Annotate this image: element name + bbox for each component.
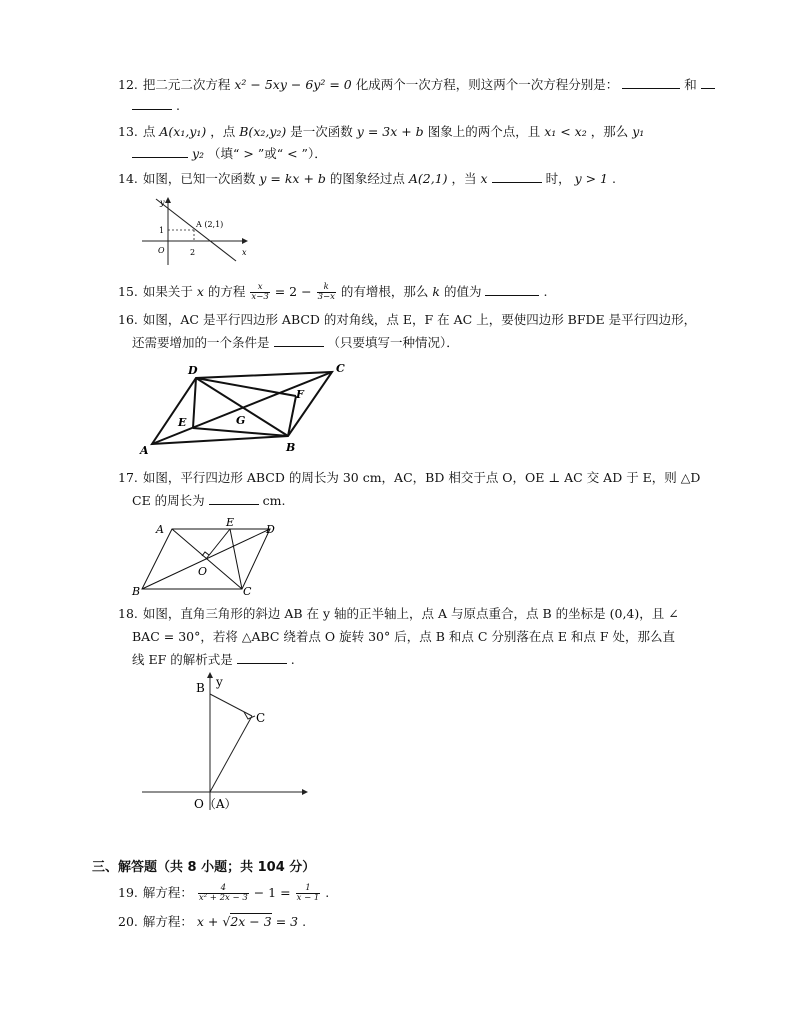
q19-end: . [325, 885, 330, 900]
question-17-cont [132, 491, 285, 511]
q15-x: x [196, 284, 204, 299]
q15-p2: 的方程 [207, 284, 246, 299]
q15-p1: 如果关于 [142, 284, 193, 299]
question-16 [118, 310, 696, 330]
q16-figure [138, 358, 352, 456]
q13-p1: 点 [142, 124, 156, 139]
q20-eq-a: x + [196, 914, 219, 929]
q13-y1: y₁ [632, 124, 645, 139]
q15-end: . [543, 284, 548, 299]
q12-and: 和 [684, 77, 697, 92]
tick-label-1: 1 [159, 226, 165, 235]
q15-eq-mid: = 2 − [274, 284, 312, 299]
q12-text-a: 把二元二次方程 [142, 77, 231, 92]
q18-line3b: . [290, 652, 295, 667]
tick-label-2: 2 [190, 248, 196, 257]
q20-end: . [302, 914, 307, 929]
question-18 [118, 604, 679, 624]
label-origin: O（A） [194, 797, 237, 811]
q19-p1: 解方程： [142, 885, 193, 900]
question-number: 20. [118, 914, 138, 929]
q12-end: . [175, 98, 180, 113]
q13-point-a: A(x₁,y₁) [159, 124, 207, 139]
label-a: A [140, 444, 149, 456]
q14-figure [138, 193, 250, 269]
question-number: 14. [118, 171, 138, 186]
segment-bc [210, 694, 252, 716]
question-15 [118, 282, 547, 302]
q14-p1: 如图，已知一次函数 [142, 171, 256, 186]
q19-fraction-1: $\frac{4}{\text{x² + 2x − 3}}$ [198, 883, 248, 903]
segment-de [193, 378, 196, 428]
label-y: y [216, 675, 223, 689]
label-a: A [156, 523, 164, 536]
q17-line2a: CE 的周长为 [132, 493, 205, 508]
right-angle-mark [202, 552, 209, 556]
segment-ac [210, 716, 252, 792]
q19-fraction-2: $\frac{1}{x - 1}$ [296, 883, 320, 903]
q14-x: x [480, 171, 488, 186]
q14-p2: 的图象经过点 [329, 171, 405, 186]
q13-p5: ，那么 [590, 124, 629, 139]
question-number: 18. [118, 606, 138, 621]
question-13-cont [132, 144, 327, 164]
q15-k: k [432, 284, 440, 299]
question-number: 13. [118, 124, 138, 139]
x-label: x [242, 248, 247, 257]
label-e: E [226, 516, 235, 529]
q13-y2: y₂ [191, 146, 205, 161]
label-o: O [198, 565, 208, 578]
q15-p4: 的值为 [443, 284, 482, 299]
origin-label: O [158, 246, 165, 255]
question-number: 17. [118, 470, 138, 485]
q15-fraction-2: $\frac{k}{3-x}$ [317, 282, 335, 302]
answer-blank[interactable] [209, 492, 259, 505]
question-18-line3 [132, 650, 295, 670]
q13-p2: ，点 [210, 124, 236, 139]
label-e: E [178, 416, 187, 429]
q14-p4: 时， [545, 171, 571, 186]
q17-figure [130, 515, 280, 597]
q17-line2b: cm. [262, 493, 286, 508]
answer-blank[interactable] [237, 651, 287, 664]
segment-oe [206, 529, 230, 559]
q16-line2b: （只要填写一种情况）． [327, 335, 459, 350]
q14-function: y = kx + b [259, 171, 326, 186]
q20-eq-b: = 3 [275, 914, 299, 929]
q18-figure [138, 672, 314, 818]
answer-blank[interactable] [274, 334, 324, 347]
question-16-cont [132, 333, 459, 353]
y-label: y [160, 198, 165, 207]
label-g: G [236, 414, 246, 427]
question-number: 12. [118, 77, 138, 92]
label-d: D [266, 523, 275, 536]
q15-p3: 的有增根，那么 [340, 284, 429, 299]
q14-p3: ，当 [451, 171, 477, 186]
q14-end: . [612, 171, 616, 186]
question-18-line2 [132, 627, 675, 647]
q16-line1: 如图，AC 是平行四边形 ABCD 的对角线，点 E，F 在 AC 上，要使四边形 BFDE 是平行四边形， [142, 312, 697, 327]
q12-equation: x² − 5xy − 6y² = 0 [234, 77, 352, 92]
q20-p1: 解方程： [142, 914, 193, 929]
answer-blank[interactable] [485, 283, 539, 296]
q13-p6: （填“ > ”或“ < ”）． [208, 146, 327, 161]
q19-mid: − 1 = [253, 885, 291, 900]
q18-line3a: 线 EF 的解析式是 [132, 652, 233, 667]
label-c: C [243, 585, 252, 597]
label-b: B [196, 681, 205, 695]
question-20 [118, 912, 306, 932]
q16-line2a: 还需要增加的一个条件是 [132, 335, 270, 350]
segment-eb [193, 428, 288, 436]
q12-text-b: 化成两个一次方程，则这两个一次方程分别是： [355, 77, 619, 92]
y-axis-arrow [165, 197, 171, 203]
label-b: B [132, 585, 141, 597]
q13-p3: 是一次函数 [290, 124, 353, 139]
q14-inequality: y > 1 [574, 171, 609, 186]
question-14 [118, 169, 616, 189]
answer-blank[interactable] [622, 76, 680, 89]
x-axis-arrow [242, 238, 248, 244]
question-12-cont [132, 96, 180, 116]
label-c: C [336, 362, 345, 375]
label-b: B [286, 441, 296, 454]
section-title: 三、解答题（共 8 小题；共 104 分） [92, 860, 316, 875]
x-axis-arrow [302, 789, 308, 795]
point-label: A (2,1) [196, 220, 224, 229]
question-13 [118, 122, 644, 142]
y-axis-arrow [207, 672, 213, 678]
q20-radicand: 2x − 3 [230, 914, 272, 929]
q14-point: A(2,1) [408, 171, 448, 186]
q18-line1: 如图，直角三角形的斜边 AB 在 y 轴的正半轴上，点 A 与原点重合，点 B 的坐标是 (0,4)，且 ∠ [142, 606, 679, 621]
q13-p4: 图象上的两个点，且 [427, 124, 541, 139]
q18-line2: BAC = 30°，若将 △ABC 绕着点 O 旋转 30° 后，点 B 和点 C 分别落在点 E 和点 F 处，那么直 [132, 629, 676, 644]
sqrt-icon: √ [222, 914, 231, 929]
q13-point-b: B(x₂,y₂) [239, 124, 287, 139]
question-number: 16. [118, 312, 138, 327]
answer-blank[interactable] [132, 145, 188, 158]
question-number: 15. [118, 284, 138, 299]
answer-blank[interactable] [701, 76, 715, 89]
q17-line1: 如图，平行四边形 ABCD 的周长为 30 cm，AC，BD 相交于点 O，OE ⊥ AC 交 AD 于 E，则 △D [142, 470, 701, 485]
label-f: F [296, 388, 304, 401]
q13-condition: x₁ < x₂ [544, 124, 587, 139]
question-19 [118, 883, 329, 903]
question-12 [118, 75, 715, 95]
label-c: C [256, 711, 266, 725]
answer-blank[interactable] [132, 97, 172, 110]
answer-blank[interactable] [492, 170, 542, 183]
q13-function: y = 3x + b [356, 124, 424, 139]
label-d: D [188, 364, 198, 377]
question-17 [118, 468, 700, 488]
question-number: 19. [118, 885, 138, 900]
q15-fraction-1: $\frac{x}{x-3}$ [251, 282, 269, 302]
